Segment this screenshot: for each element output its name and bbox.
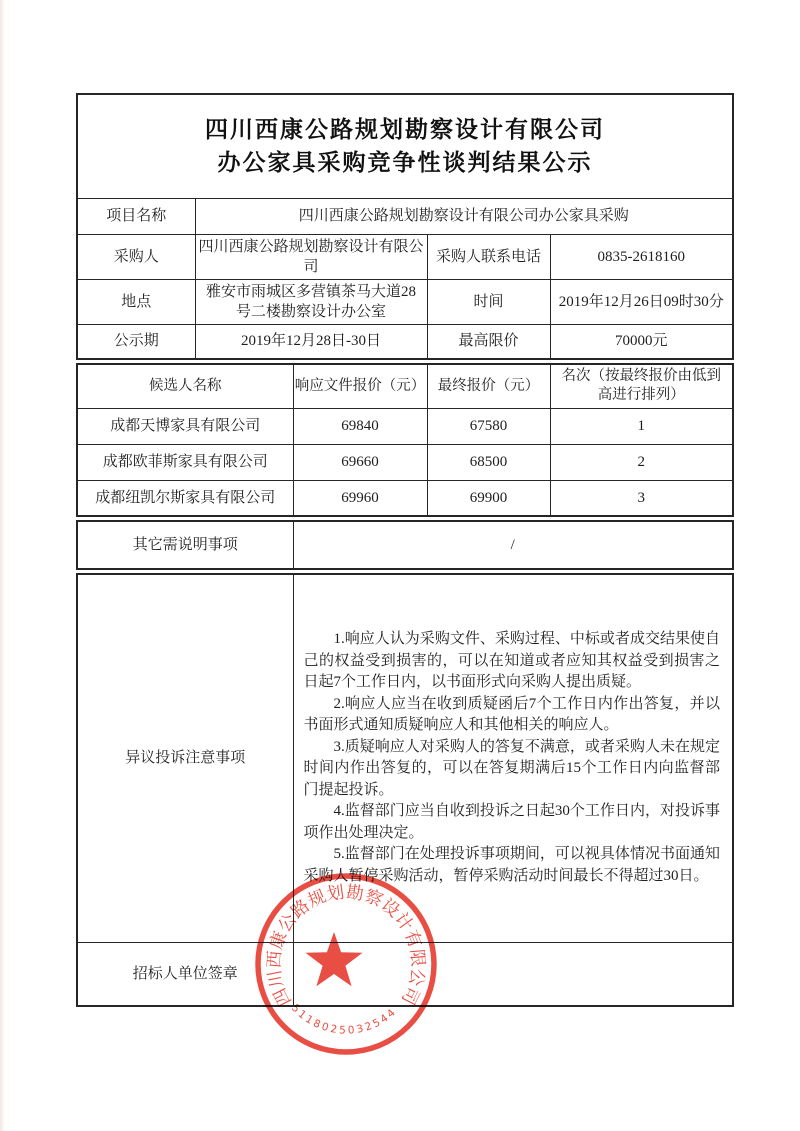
title-line-2: 办公家具采购竞争性谈判结果公示 (217, 150, 593, 176)
time-label: 时间 (427, 279, 550, 324)
candidate-name: 成都纽凯尔斯家具有限公司 (77, 480, 293, 516)
rank-header: 名次（按最终报价由低到高进行排列） (550, 364, 733, 408)
objection-signature-section (76, 573, 734, 1007)
seal-number-text: 5118025032544 (288, 1002, 400, 1037)
candidate-name: 成都天博家具有限公司 (77, 408, 293, 444)
location-label: 地点 (77, 279, 195, 324)
candidate-final-price: 67580 (427, 408, 550, 444)
objection-paragraph: 3.质疑响应人对采购人的答复不满意，或者采购人未在规定时间内作出答复的，可以在答复期满后15个工作日内向监督部门提起投诉。 (303, 738, 720, 798)
purchaser-label: 采购人 (77, 234, 195, 279)
candidate-row (77, 408, 733, 444)
candidate-rank: 2 (550, 444, 733, 480)
time-value: 2019年12月26日09时30分 (550, 279, 733, 324)
purchaser-value: 四川西康公路规划勘察设计有限公司 (195, 234, 427, 279)
announcement-document (76, 93, 732, 1010)
scan-page-edge (0, 0, 5, 1131)
project-name-label: 项目名称 (77, 198, 195, 234)
candidate-final-price: 68500 (427, 444, 550, 480)
candidate-doc-price: 69660 (293, 444, 427, 480)
candidate-doc-price: 69840 (293, 408, 427, 444)
signature-area (293, 942, 733, 1006)
objection-text (293, 574, 733, 942)
signature-label: 招标人单位签章 (77, 942, 293, 1006)
candidate-row (77, 480, 733, 516)
purchaser-phone-value: 0835-2618160 (550, 234, 733, 279)
objection-paragraph: 4.监督部门应当自收到投诉之日起30个工作日内，对投诉事项作出处理决定。 (303, 803, 720, 841)
candidates-section (76, 363, 734, 517)
candidate-rank: 1 (550, 408, 733, 444)
document-title (77, 94, 733, 198)
candidate-row (77, 444, 733, 480)
candidate-doc-price: 69960 (293, 480, 427, 516)
purchaser-phone-label: 采购人联系电话 (427, 234, 550, 279)
candidate-name-header: 候选人名称 (77, 364, 293, 408)
max-price-value: 70000元 (550, 324, 733, 359)
publicity-period-label: 公示期 (77, 324, 195, 359)
info-section (76, 93, 734, 360)
candidates-header-row (77, 364, 733, 408)
objection-label: 异议投诉注意事项 (77, 574, 293, 942)
objection-paragraph: 5.监督部门在处理投诉事项期间，可以视具体情况书面通知采购人暂停采购活动，暂停采购活动时间最长不得超过30日。 (303, 846, 720, 884)
other-notes-section (76, 520, 734, 570)
publicity-period-value: 2019年12月28日-30日 (195, 324, 427, 359)
objection-paragraph: 1.响应人认为采购文件、采购过程、中标或者成交结果使自己的权益受到损害的，可以在知道或者应知其权益受到损害之日起7个工作日内，以书面形式向采购人提出质疑。 (303, 631, 720, 691)
candidate-rank: 3 (550, 480, 733, 516)
candidate-final-price: 69900 (427, 480, 550, 516)
other-notes-label: 其它需说明事项 (77, 521, 293, 569)
seal-company-text: 四川西康公路规划勘察设计有限公司 (263, 881, 429, 1010)
final-price-header: 最终报价（元） (427, 364, 550, 408)
objection-paragraph: 2.响应人应当在收到质疑函后7个工作日内作出答复，并以书面形式通知质疑响应人和其他相关的响应人。 (303, 695, 720, 734)
doc-price-header: 响应文件报价（元） (293, 364, 427, 408)
location-value: 雅安市雨城区多营镇茶马大道28号二楼勘察设计办公室 (195, 279, 427, 324)
max-price-label: 最高限价 (427, 324, 550, 359)
project-name-value: 四川西康公路规划勘察设计有限公司办公家具采购 (195, 198, 733, 234)
title-line-1: 四川西康公路规划勘察设计有限公司 (205, 117, 605, 143)
other-notes-value: / (293, 521, 733, 569)
candidate-name: 成都欧菲斯家具有限公司 (77, 444, 293, 480)
